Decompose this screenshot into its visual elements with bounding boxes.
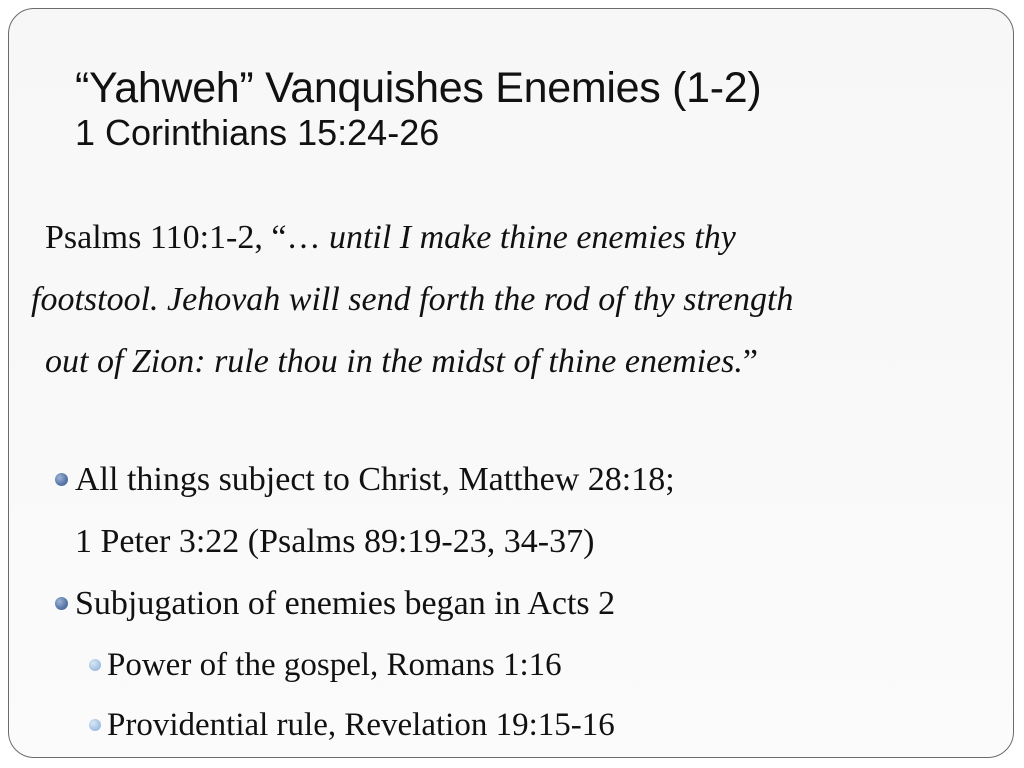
- bullet-text-line: All things subject to Christ, Matthew 28:18;: [75, 461, 675, 498]
- quote-text-3: out of Zion: rule thou in the midst of thine enemies.: [45, 343, 743, 380]
- scripture-quote: [31, 207, 991, 393]
- quote-line-2: footstool. Jehovah will send forth the rod of thy strength: [31, 281, 794, 318]
- sub-bullet-item: [31, 695, 991, 755]
- title-main: “Yahweh” Vanquishes Enemies (1-2): [75, 64, 762, 112]
- quote-text-1: until I make thine enemies thy: [328, 219, 736, 256]
- slide-body: [31, 207, 991, 755]
- bullet-item: [31, 573, 991, 635]
- sub-bullet-item: [31, 635, 991, 695]
- spacer: [31, 393, 991, 449]
- quote-citation: Psalms 110:1-2, “…: [45, 219, 329, 256]
- bullet-dot-icon: [55, 597, 68, 610]
- slide-frame: [8, 8, 1014, 758]
- title-reference: 1 Corinthians 15:24-26: [75, 112, 440, 153]
- slide-title: [75, 64, 761, 154]
- sub-bullet-text: Providential rule, Revelation 19:15-16: [107, 707, 615, 743]
- bullet-text-line: 1 Peter 3:22 (Psalms 89:19-23, 34-37): [75, 523, 595, 560]
- bullet-list: [31, 449, 991, 755]
- sub-bullet-dot-icon: [89, 719, 101, 731]
- bullet-text-line: Subjugation of enemies began in Acts 2: [75, 585, 616, 622]
- sub-bullet-text: Power of the gospel, Romans 1:16: [107, 647, 562, 683]
- quote-close-mark: ”: [742, 343, 758, 380]
- sub-bullet-dot-icon: [89, 659, 101, 671]
- quote-line-1: [45, 207, 991, 269]
- bullet-item: [31, 449, 991, 573]
- quote-line-3: [45, 331, 991, 393]
- bullet-dot-icon: [55, 473, 68, 486]
